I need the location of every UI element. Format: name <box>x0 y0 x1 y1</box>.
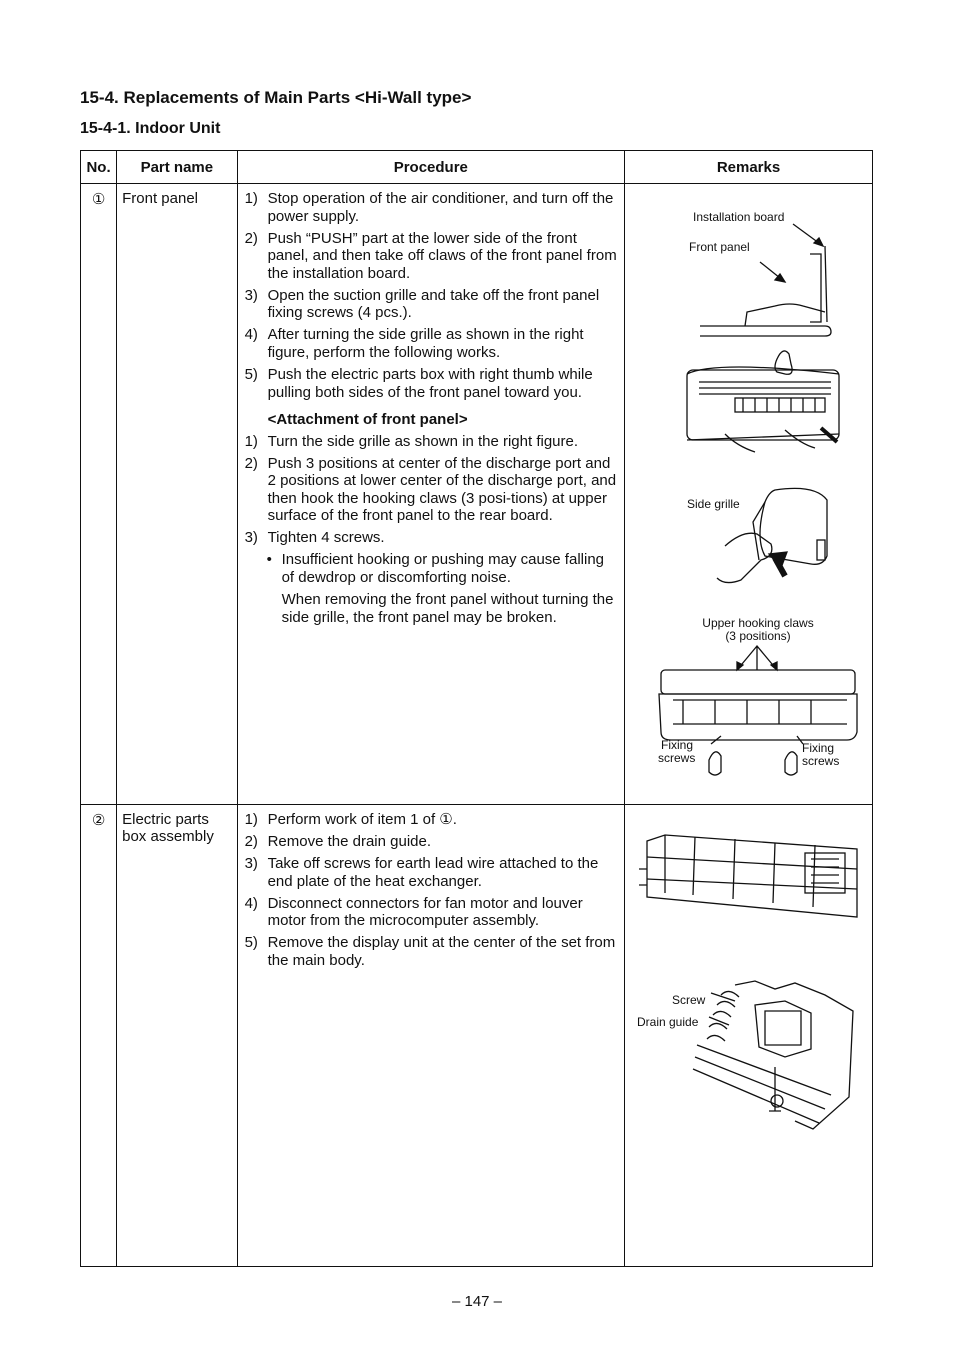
label-installation-board: Installation board <box>693 210 785 224</box>
attachment-subheading: <Attachment of front panel> <box>267 411 468 429</box>
table-row <box>81 805 873 1267</box>
subsection-heading: 15-4-1. Indoor Unit <box>80 120 221 137</box>
table-row <box>81 184 873 805</box>
label-drain-guide: Drain guide <box>637 1015 699 1029</box>
procedure-table <box>80 150 873 1267</box>
part-name: Electric parts box assembly <box>117 805 237 1267</box>
label-fixing-screws-right-line1: Fixing <box>802 741 835 755</box>
procedure-step: 5) Remove the display unit at the center of the set from the main body. <box>244 934 616 969</box>
procedure-step: 3) Open the suction grille and take off the front panel fixing screws (4 pcs.). <box>244 286 600 322</box>
procedure-step: 4) After turning the side grille as shown in the right figure, perform the following works. <box>244 326 584 361</box>
row-number: ② <box>81 805 117 1267</box>
procedure-step: 1) Perform work of item 1 of ①. <box>244 811 457 828</box>
drain-guide-view <box>693 981 853 1129</box>
procedure-step: 3) Take off screws for earth lead wire attached to the end plate of the heat exchanger. <box>244 854 599 890</box>
table-header-row <box>81 151 873 184</box>
procedure-step: 2) Remove the drain guide. <box>244 832 432 850</box>
header-no: No. <box>81 151 117 184</box>
header-procedure: Procedure <box>237 151 624 184</box>
procedure-step: 4) Disconnect connectors for fan motor and louver motor from the microcomputer assembly. <box>244 894 583 930</box>
label-screw: Screw <box>672 993 706 1007</box>
label-upper-claws-line2: (3 positions) <box>725 629 791 643</box>
indoor-unit-front-view <box>687 367 839 452</box>
label-side-grille: Side grille <box>687 497 740 511</box>
remarks-cell <box>625 805 873 1267</box>
label-front-panel: Front panel <box>689 240 750 254</box>
procedure-cell <box>237 805 624 1267</box>
row-number: ① <box>81 184 117 805</box>
part-name: Front panel <box>117 184 237 805</box>
procedure-step: 1) Stop operation of the air conditioner, and turn off the power supply. <box>244 190 614 225</box>
attachment-steps <box>245 433 618 547</box>
remarks-cell <box>625 184 873 805</box>
header-part-name: Part name <box>117 151 237 184</box>
label-upper-claws-line1: Upper hooking claws <box>702 616 814 630</box>
caution-bullet: • Insufficient hooking or pushing may cause falling of dewdrop or discomforting noise. <box>266 551 604 587</box>
procedure-steps <box>245 811 618 969</box>
procedure-step: 5) Push the electric parts box with right thumb while pulling both sides of the front panel toward you. <box>244 365 593 401</box>
page-number: – 147 – <box>451 1293 503 1310</box>
procedure-step: 3) Tighten 4 screws. <box>244 529 385 547</box>
procedure-step: 2) Push “PUSH” part at the lower side of the front panel, and then take off claws of the front panel from the installation board. <box>244 229 617 282</box>
procedure-cell <box>237 184 624 805</box>
unit-panel-removed-view <box>639 835 857 917</box>
label-fixing-screws-right-line2: screws <box>802 754 840 768</box>
procedure-steps <box>245 190 618 401</box>
procedure-step: 2) Push 3 positions at center of the discharge port and 2 positions at lower center of the discharge port, and then hook the hooking claws (3 posi-tions) at upper surface of the front panel to the rear board. <box>244 454 617 525</box>
procedure-step: 1) Turn the side grille as shown in the right figure. <box>244 432 579 450</box>
section-heading: 15-4. Replacements of Main Parts <Hi-Wall type> <box>80 88 472 107</box>
label-fixing-screws-left-line2: screws <box>658 751 696 765</box>
label-fixing-screws-left-line1: Fixing <box>661 738 694 752</box>
caution-note: When removing the front panel without turning the side grille, the front panel may be broken. <box>281 591 614 626</box>
header-remarks: Remarks <box>625 151 873 184</box>
front-panel-figures <box>625 184 872 798</box>
electric-box-figures <box>625 805 872 1260</box>
